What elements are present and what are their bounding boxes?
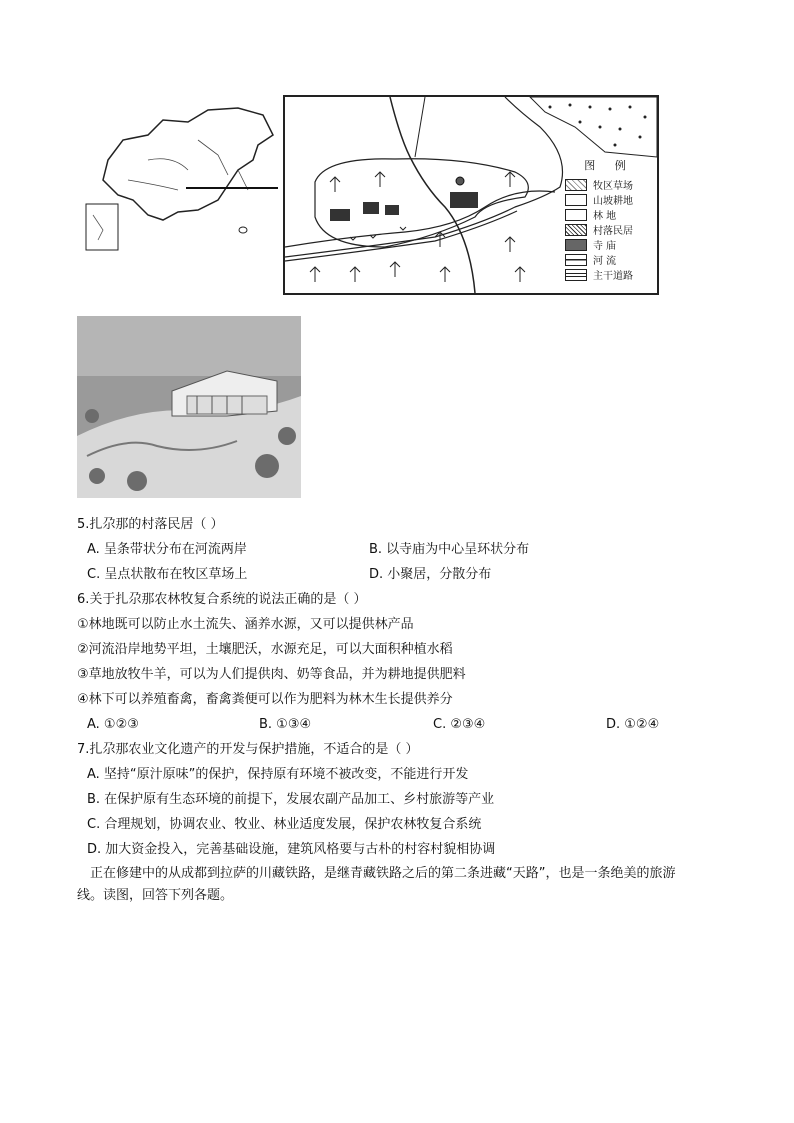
question-6-option-d[interactable]: D. ①②④ <box>606 717 660 732</box>
pasture-swatch-icon <box>565 179 587 191</box>
legend-label: 寺 庙 <box>593 241 617 252</box>
farmland-swatch-icon <box>565 194 587 206</box>
question-6-statement: ①林地既可以防止水土流失、涵养水源，又可以提供林产品 <box>77 617 414 632</box>
legend-label: 河 流 <box>593 256 617 267</box>
road-swatch-icon <box>565 269 587 281</box>
river-swatch-icon <box>565 254 587 266</box>
intro-paragraph <box>77 863 727 907</box>
legend-item <box>565 177 653 192</box>
question-6-stem: 6.关于扎尕那农林牧复合系统的说法正确的是（ ） <box>77 592 367 607</box>
forest-swatch-icon <box>565 209 587 221</box>
legend-item <box>565 192 653 207</box>
question-6-option-a[interactable]: A. ①②③ <box>87 717 139 732</box>
intro-line-1: 正在修建中的从成都到拉萨的川藏铁路，是继青藏铁路之后的第二条进藏“天路”，也是一条绝美的旅游 <box>90 866 676 881</box>
legend-item <box>565 237 653 252</box>
legend-label: 山坡耕地 <box>593 196 633 207</box>
legend-title: 图 例 <box>584 159 634 172</box>
temple-photo-icon <box>77 316 301 498</box>
legend-item <box>565 267 653 282</box>
legend-item <box>565 222 653 237</box>
legend-label: 村落民居 <box>593 226 633 237</box>
question-6-option-b[interactable]: B. ①③④ <box>259 717 312 732</box>
map-legend <box>565 157 653 282</box>
china-map <box>78 100 278 260</box>
question-5-option-c[interactable]: C. 呈点状散布在牧区草场上 <box>87 567 248 582</box>
village-photo <box>77 316 301 498</box>
region-map <box>283 95 659 295</box>
question-6-option-c[interactable]: C. ②③④ <box>433 717 486 732</box>
intro-line-2: 线。读图，回答下列各题。 <box>77 888 234 903</box>
question-5-option-d[interactable]: D. 小聚居，分散分布 <box>369 567 492 582</box>
legend-item <box>565 207 653 222</box>
question-6-statement: ②河流沿岸地势平坦，土壤肥沃，水源充足，可以大面积种植水稻 <box>77 642 453 657</box>
legend-label: 主干道路 <box>593 271 633 282</box>
question-5-option-b[interactable]: B. 以寺庙为中心呈环状分布 <box>369 542 530 557</box>
legend-label: 牧区草场 <box>593 181 633 192</box>
legend-item <box>565 252 653 267</box>
question-7-option-b[interactable]: B. 在保护原有生态环境的前提下，发展农副产品加工、乡村旅游等产业 <box>87 792 495 807</box>
village-swatch-icon <box>565 224 587 236</box>
question-7-option-c[interactable]: C. 合理规划，协调农业、牧业、林业适度发展，保护农林牧复合系统 <box>87 817 482 832</box>
question-5-stem: 5.扎尕那的村落民居（ ） <box>77 517 224 532</box>
question-7-option-a[interactable]: A. 坚持“原汁原味”的保护，保持原有环境不被改变，不能进行开发 <box>87 767 469 782</box>
question-7-option-d[interactable]: D. 加大资金投入，完善基础设施，建筑风格要与古朴的村容村貌相协调 <box>87 842 496 857</box>
china-outline-icon <box>78 100 278 260</box>
question-7-stem: 7.扎尕那农业文化遗产的开发与保护措施，不适合的是（ ） <box>77 742 419 757</box>
question-6-statement: ③草地放牧牛羊，可以为人们提供肉、奶等食品，并为耕地提供肥料 <box>77 667 466 682</box>
question-6-statement: ④林下可以养殖畜禽，畜禽粪便可以作为肥料为林木生长提供养分 <box>77 692 453 707</box>
legend-label: 林 地 <box>593 211 617 222</box>
question-5-option-a[interactable]: A. 呈条带状分布在河流两岸 <box>87 542 247 557</box>
temple-swatch-icon <box>565 239 587 251</box>
